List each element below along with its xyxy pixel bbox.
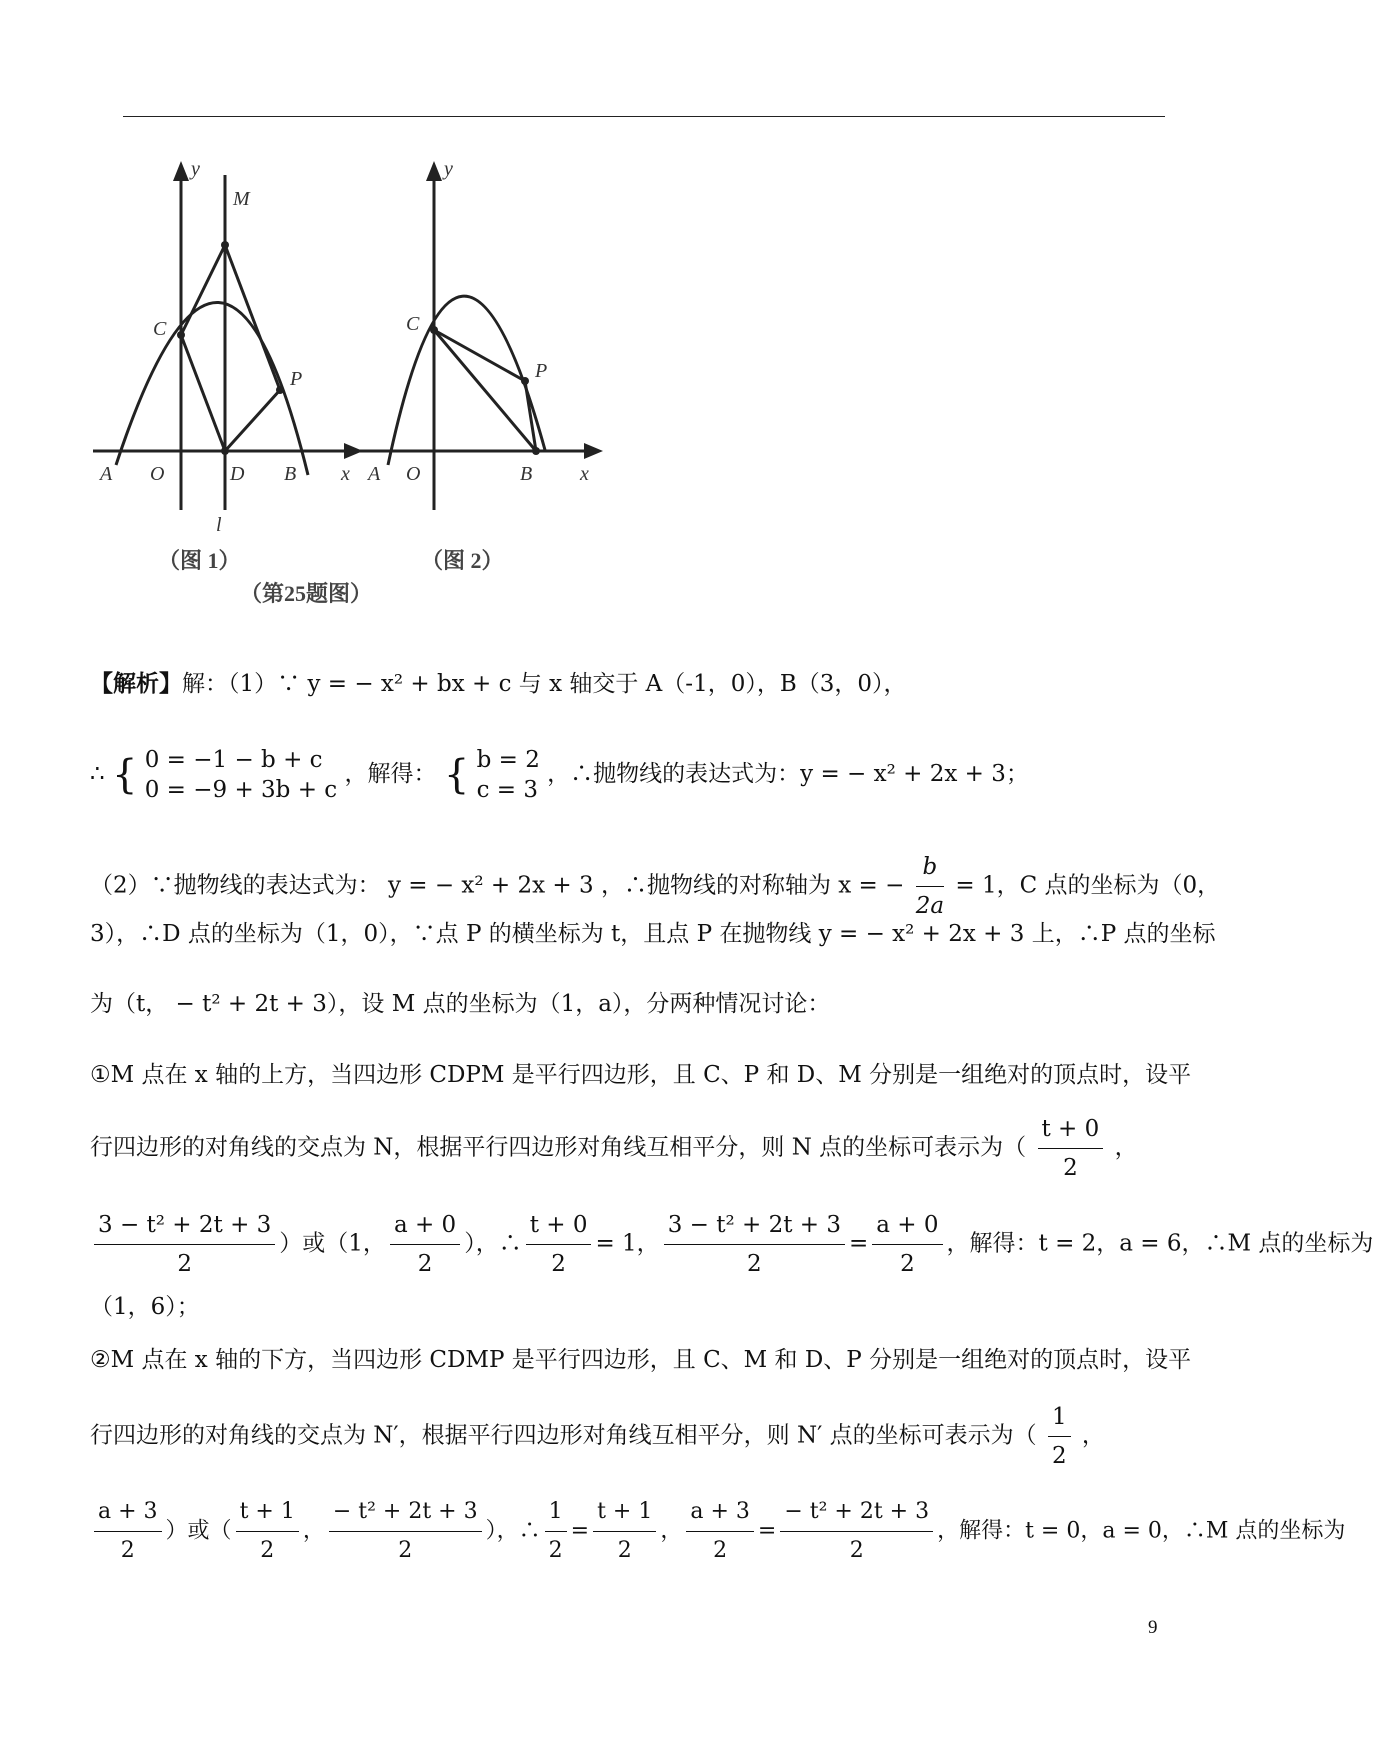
fig2-x-arrow [584,443,603,459]
fig2-label-O: O [406,463,421,485]
fig1-label-D: D [230,463,245,485]
fraction-12-2: $\frac{t + 1}{2}$ [236,1495,299,1568]
fig2-label-A: A [368,463,381,485]
text-8-b: ），∴ [464,1230,522,1257]
fig2-label-y: y [444,158,453,180]
fraction-12-1: $\frac{a + 3}{2}$ [94,1495,162,1568]
fraction-12-6: $\frac{a + 3}{2}$ [686,1495,754,1568]
fig2-point-C [430,326,438,334]
solution-line-6: ①M 点在 x 轴的上方，当四边形 CDPM 是平行四边形，且 C、P 和 D、M 分别是一组绝对的顶点时，设平 [90,1062,1192,1088]
fraction-12-7: $\frac{\text{− t² + 2t + 3}}{2}$ [780,1495,933,1568]
problem-figure [88,145,688,613]
fig1-label-x: x [341,463,350,485]
solution-line-10: ②M 点在 x 轴的下方，当四边形 CDMP 是平行四边形，且 C、M 和 D、P 分别是一组绝对的顶点时，设平 [90,1347,1192,1373]
fraction-8-3: $\frac{t + 0}{2}$ [526,1208,592,1281]
fraction-8-5: $\frac{a + 0}{2}$ [872,1208,942,1281]
system-2 [477,745,540,805]
system-2-eq1: b = 2 [476,747,540,773]
solution-line-7 [90,1112,1138,1185]
fig-caption-1: （图 1） [158,548,241,573]
brace-2: { [443,752,470,798]
fig1-label-M: M [233,188,250,210]
text-8-e: ，解得：t = 2，a = 6，∴M 点的坐标为 [946,1230,1373,1257]
fig-caption-2: （图 2） [421,548,504,573]
page-number: 9 [1148,1617,1158,1638]
fig1-label-B: B [284,463,297,485]
text-12-a: ）或（ [165,1518,232,1544]
solution-text-1: 解：（1）∵ y = − x² + bx + c 与 x 轴交于 A（-1，0），B（3，0）， [182,671,907,697]
fig1-point-P [276,386,284,394]
solution-line-5: 为（t， − t² + 2t + 3），设 M 点的坐标为（1，a），分两种情况讨论： [90,991,831,1017]
system-1-eq2: 0 = −9 + 3b + c [144,777,338,803]
fig2-point-P [521,377,529,385]
figure-2 [358,161,603,510]
fig2-point-B [532,447,540,455]
solution-line-12 [90,1495,1345,1568]
text-12-b: ， [302,1518,325,1544]
solution-line-3 [90,850,1220,923]
fig1-point-C [177,331,185,339]
text-8-a: ）或（1， [279,1230,386,1257]
fig1-seg-CM [181,245,225,335]
fig1-label-C: C [153,318,167,340]
text-12-f: = [757,1518,777,1544]
fig2-label-x: x [580,463,589,485]
solution-line-9: （1，6）； [90,1294,200,1320]
fig-caption-main: （第25题图） [240,581,373,606]
fig1-label-O: O [150,463,165,485]
c-point-text: = 1，C 点的坐标为（0， [955,872,1221,899]
fig1-label-y: y [191,158,200,180]
brace-1: { [111,752,138,798]
solve-text: ，解得： [344,761,437,787]
figure-1 [93,161,363,510]
fig1-label-l: l [216,514,222,536]
system-1 [145,745,337,805]
text-12-c: ），∴ [485,1518,541,1544]
fig2-label-C: C [406,313,420,335]
fig2-y-arrow [426,161,442,181]
n-point-text: 行四边形的对角线的交点为 N，根据平行四边形对角线互相平分，则 N 点的坐标可表示为（ [90,1134,1027,1161]
fig1-label-A: A [100,463,113,485]
figure-svg [88,145,688,613]
fig1-seg-CD [181,335,225,451]
fig1-y-arrow [173,161,189,181]
fraction-b-2a: $\frac{b}{2a}$ [916,850,944,923]
analysis-tag: 【解析】 [90,670,182,697]
fraction-11: $\frac{1}{2}$ [1048,1400,1071,1473]
text-12-e: ， [660,1518,683,1544]
solution-line-8 [90,1208,1373,1281]
text-8-d: = [848,1230,869,1257]
fraction-8-2: $\frac{a + 0}{2}$ [390,1208,460,1281]
fig1-point-M [221,241,229,249]
n-prime-text: 行四边形的对角线的交点为 N′，根据平行四边形对角线互相平分，则 N′ 点的坐标可表示为（ [90,1422,1037,1449]
text-8-c: = 1， [595,1230,660,1257]
fig2-seg-CP [434,330,525,381]
fig2-seg-CB [434,330,536,451]
fig2-label-P: P [535,360,548,382]
system-2-eq2: c = 3 [476,777,538,803]
fraction-8-4: $\frac{\text{3 − t² + 2t + 3}}{2}$ [664,1208,845,1281]
header-rule [123,116,1165,117]
fraction-n-x: $\frac{t + 0}{2}$ [1038,1112,1104,1185]
fig2-label-B: B [520,463,533,485]
solution-line-11 [90,1400,1105,1473]
comma-7: ， [1114,1134,1138,1161]
text-12-g: ，解得：t = 0，a = 0，∴M 点的坐标为 [937,1518,1346,1544]
solution-line-2 [90,745,1029,805]
fraction-12-5: $\frac{t + 1}{2}$ [593,1495,656,1568]
comma-11: ， [1081,1422,1105,1449]
fig1-label-P: P [290,368,303,390]
solution-line-4: 3），∴D 点的坐标为（1，0），∵点 P 的横坐标为 t，且点 P 在抛物线 y = − x² + 2x + 3 上，∴P 点的坐标 [90,921,1216,947]
fraction-12-3: $\frac{\text{− t² + 2t + 3}}{2}$ [329,1495,482,1568]
fig1-seg-DP [225,390,280,451]
system-1-eq1: 0 = −1 − b + c [144,747,323,773]
fig1-seg-MP [225,245,280,390]
parabola-expression: ，∴抛物线的表达式为：y = − x² + 2x + 3； [547,761,1029,787]
fraction-12-4: $\frac{1}{2}$ [545,1495,567,1568]
solution-line-1 [90,667,907,701]
therefore-1: ∴ [90,761,105,787]
fraction-8-1: $\frac{\text{3 − t² + 2t + 3}}{2}$ [94,1208,275,1281]
text-12-d: = [570,1518,590,1544]
axis-text: （2）∵抛物线的表达式为： y = − x² + 2x + 3 ，∴抛物线的对称轴为 x = − [90,872,905,899]
fig1-point-D [221,447,229,455]
